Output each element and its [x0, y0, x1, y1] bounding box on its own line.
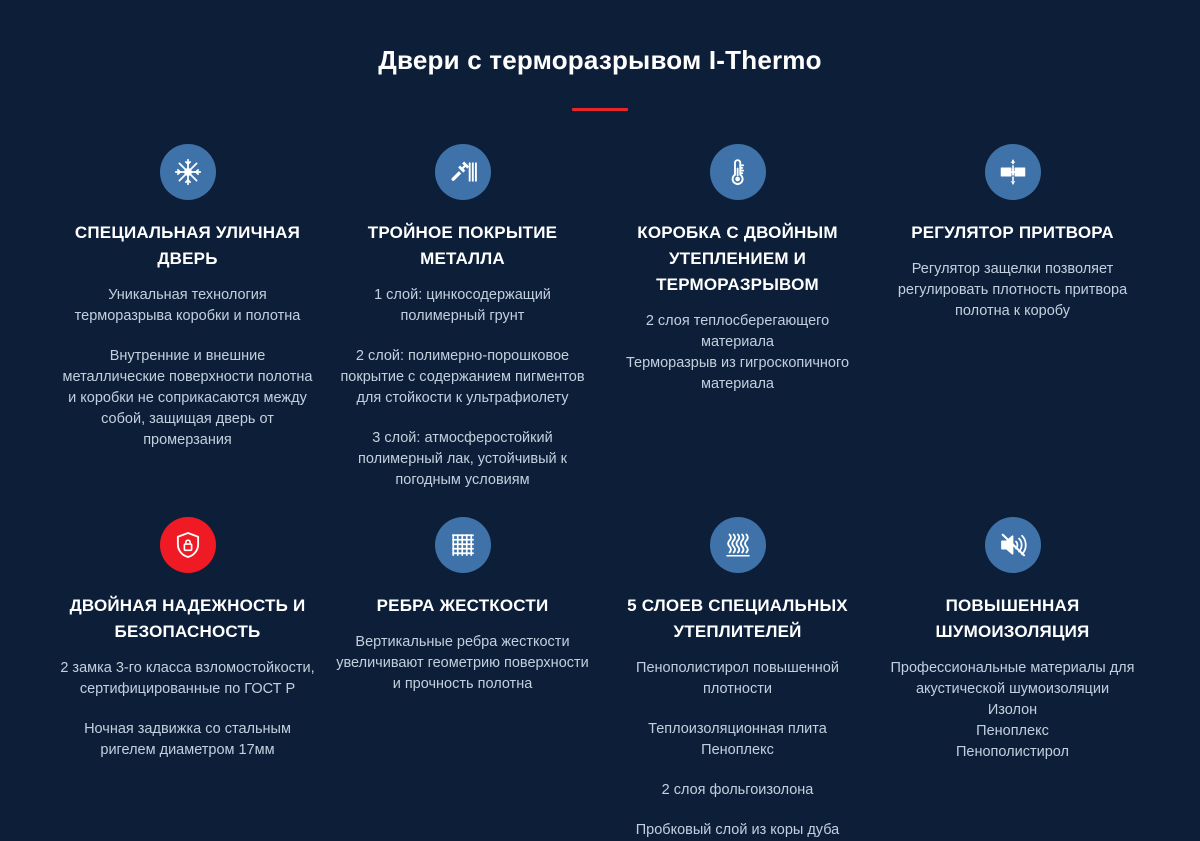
page-header: [0, 0, 1200, 111]
feature-card-paragraph: 2 слой: полимерно-порошковое покрытие с содержанием пигментов для стойкости к ультрафиолету: [340, 348, 585, 406]
heat-waves-icon: [710, 517, 766, 573]
feature-card-paragraph: Теплоизоляционная плита Пеноплекс: [648, 721, 827, 758]
feature-card-paragraph: Пенополистирол повышенной плотности: [636, 660, 839, 697]
feature-card-paragraph: 1 слой: цинкосодержащий полимерный грунт: [374, 287, 551, 324]
feature-grid-row-2: [0, 491, 1200, 841]
feature-card-paragraph: Пробковый слой из коры дуба: [635, 822, 840, 838]
feature-card-paragraph: 2 замка 3-го класса взломостойкости, сертифицированные по ГОСТ Р: [60, 660, 315, 697]
snowflake-sun-icon: [160, 144, 216, 200]
thermometer-icon: [710, 144, 766, 200]
page-title: Двери с терморазрывом I-Thermo: [378, 45, 822, 75]
feature-card: [325, 144, 600, 491]
feature-card-paragraph: Ночная задвижка со стальным ригелем диаметром 17мм: [84, 721, 291, 758]
feature-card: [875, 517, 1150, 841]
feature-card-paragraph: Регулятор защелки позволяет регулировать плотность притвора полотна к коробу: [897, 261, 1128, 319]
feature-icon-wrap: [883, 517, 1142, 573]
feature-icon-wrap: [333, 144, 592, 200]
feature-card-title: РЕБРА ЖЕСТКОСТИ: [376, 596, 549, 615]
feature-icon-wrap: [58, 517, 317, 573]
feature-icon-wrap: [333, 517, 592, 573]
grid-mesh-icon: [435, 517, 491, 573]
feature-card-body: [883, 259, 1142, 322]
feature-card-body: [608, 658, 867, 841]
feature-card: [875, 144, 1150, 491]
feature-icon-wrap: [883, 144, 1142, 200]
feature-card-title: ДВОЙНАЯ НАДЕЖНОСТЬ И БЕЗОПАСНОСТЬ: [69, 596, 306, 641]
feature-icon-wrap: [608, 517, 867, 573]
feature-card: [600, 517, 875, 841]
latch-regulator-icon: [985, 144, 1041, 200]
feature-card: [50, 144, 325, 491]
feature-card-body: [58, 285, 317, 451]
feature-icon-wrap: [58, 144, 317, 200]
feature-card-paragraph: Внутренние и внешние металлические поверхности полотна и коробки не соприкасаются между собой, защищая дверь от промерзания: [62, 348, 313, 448]
feature-card-body: [58, 658, 317, 761]
feature-card-paragraph: Вертикальные ребра жесткости увеличивают геометрию поверхности и прочность полотна: [336, 634, 589, 692]
feature-card-title: СПЕЦИАЛЬНАЯ УЛИЧНАЯ ДВЕРЬ: [74, 223, 301, 268]
feature-card-title: ПОВЫШЕННАЯ ШУМОИЗОЛЯЦИЯ: [935, 596, 1090, 641]
feature-card-paragraph: 2 слоя теплосберегающего материала Терморазрыв из гигроскопичного материала: [625, 313, 850, 392]
feature-card-paragraph: 2 слоя фольгоизолона: [661, 782, 814, 798]
feature-card-title: РЕГУЛЯТОР ПРИТВОРА: [911, 223, 1114, 242]
shield-lock-icon: [160, 517, 216, 573]
feature-card-paragraph: Уникальная технология терморазрыва коробки и полотна: [74, 287, 301, 324]
feature-card: [325, 517, 600, 841]
feature-card: [600, 144, 875, 491]
feature-card-body: [883, 658, 1142, 763]
feature-card: [50, 517, 325, 841]
feature-card-paragraph: 3 слой: атмосферостойкий полимерный лак, устойчивый к погодным условиям: [358, 430, 567, 488]
feature-grid-row-1: [0, 111, 1200, 491]
feature-card-body: [608, 311, 867, 395]
feature-card-paragraph: Профессиональные материалы для акустической шумоизоляции Изолон Пеноплекс Пенополистирол: [890, 660, 1135, 760]
feature-card-title: ТРОЙНОЕ ПОКРЫТИЕ МЕТАЛЛА: [367, 223, 558, 268]
feature-card-title: КОРОБКА С ДВОЙНЫМ УТЕПЛЕНИЕМ И ТЕРМОРАЗРЫВОМ: [637, 223, 838, 294]
muted-speaker-icon: [985, 517, 1041, 573]
feature-card-body: [333, 632, 592, 695]
feature-icon-wrap: [608, 144, 867, 200]
feature-card-title: 5 СЛОЕВ СПЕЦИАЛЬНЫХ УТЕПЛИТЕЛЕЙ: [627, 596, 848, 641]
hammer-layers-icon: [435, 144, 491, 200]
feature-card-body: [333, 285, 592, 491]
